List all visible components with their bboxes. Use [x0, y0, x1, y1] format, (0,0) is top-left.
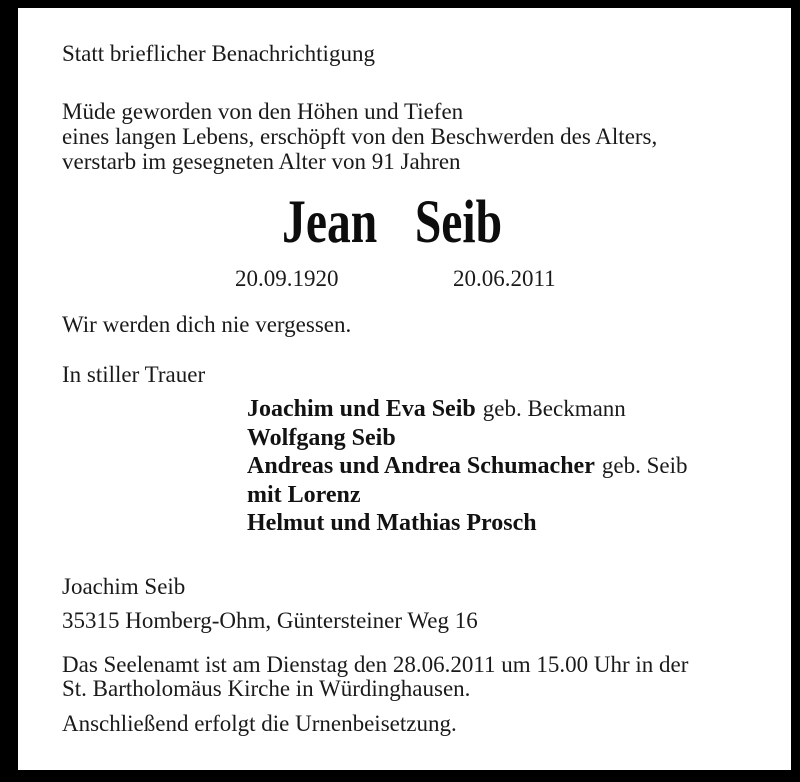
mourner-row	[247, 452, 687, 481]
obituary-page	[18, 8, 791, 770]
service-line: St. Bartholomäus Kirche in Würdinghausen.	[62, 676, 471, 701]
burial-note: Anschließend erfolgt die Urnenbeisetzung.	[62, 711, 457, 736]
intro-verse	[62, 99, 657, 174]
mourner-row	[247, 424, 687, 453]
contact-address: 35315 Homberg-Ohm, Güntersteiner Weg 16	[62, 608, 478, 633]
mourning-intro-text: In stiller Trauer	[62, 362, 206, 387]
mourner-names: Joachim und Eva Seib	[247, 396, 476, 422]
mourner-names: Wolfgang Seib	[247, 424, 396, 451]
mourner-names: Andreas und Andrea Schumacher	[247, 453, 595, 479]
remembrance-text: Wir werden dich nie vergessen.	[62, 312, 352, 337]
mourner-row	[247, 395, 687, 424]
mourner-names: mit Lorenz	[247, 481, 361, 508]
intro-line: Müde geworden von den Höhen und Tiefen	[62, 99, 464, 124]
mourner-row	[247, 509, 687, 538]
mourner-names: Helmut und Mathias Prosch	[247, 510, 537, 536]
intro-line: eines langen Lebens, erschöpft von den Beschwerden des Alters,	[62, 124, 658, 149]
mourners-list	[247, 395, 687, 538]
contact-name: Joachim Seib	[62, 574, 186, 599]
preamble-text: Statt brieflicher Benachrichtigung	[62, 41, 375, 66]
mourner-maiden-name: geb. Beckmann	[482, 396, 626, 421]
birth-date: 20.09.1920	[235, 266, 339, 291]
mourner-maiden-name: geb. Seib	[601, 453, 688, 478]
service-announcement	[62, 653, 688, 701]
deceased-name: Jean Seib	[281, 189, 503, 256]
deceased-name-block	[18, 189, 766, 256]
mourner-row	[247, 481, 687, 510]
intro-line: verstarb im gesegneten Alter von 91 Jahren	[62, 149, 461, 174]
service-line: Das Seelenamt ist am Dienstag den 28.06.2011 um 15.00 Uhr in der	[62, 652, 689, 677]
death-date: 20.06.2011	[453, 266, 556, 291]
